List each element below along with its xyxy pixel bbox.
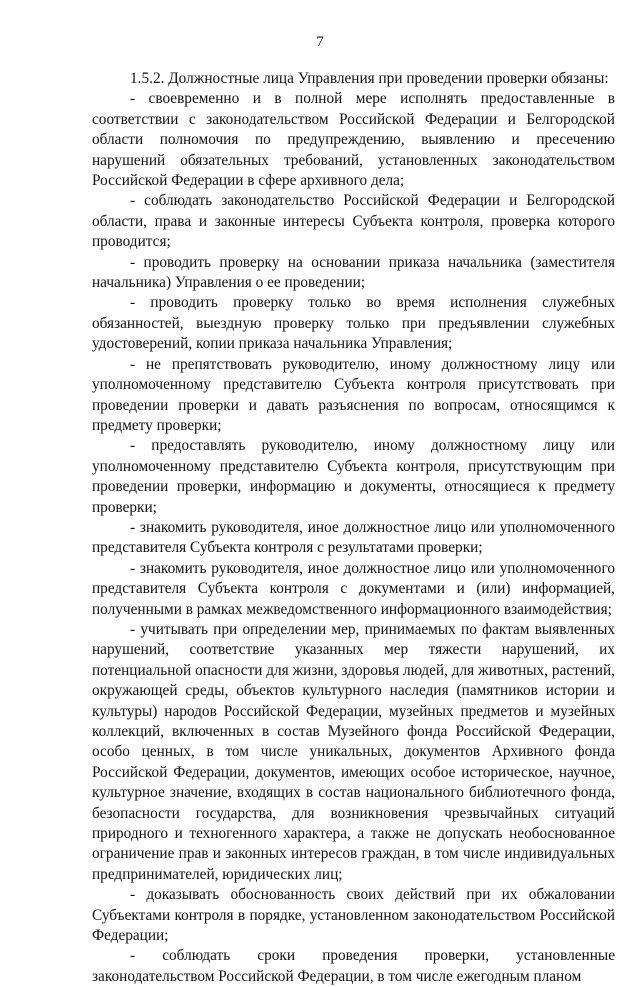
duty-item-inspection-during-duties: - проводить проверку только во время исполнения служебных обязанностей, выездную проверку только при предъявлении служебных удостоверений, копии приказа начальника Управления; [92, 294, 615, 353]
duty-item-justify-actions: - доказывать обоснованность своих действий при их обжаловании Субъектами контроля в порядке, установленном законодательством Российской Федерации; [92, 886, 615, 945]
duty-item-allow-presence: - не препятствовать руководителю, иному должностному лицу или уполномоченному представителю Субъекта контроля присутствовать при проведении проверки и давать разъяснения по вопросам, относящимся к предмету проверки; [92, 355, 615, 434]
duty-item-observe-legislation: - соблюдать законодательство Российской Федерации и Белгородской области, права и законные интересы Субъекта контроля, проверка которого проводится; [92, 192, 615, 251]
duty-item-provide-information: - предоставлять руководителю, иному должностному лицу или уполномоченному представителю Субъекта контроля, присутствующим при проведении проверки, информацию и документы, относящиеся к предмету проверки; [92, 437, 615, 516]
duty-item-observe-deadlines: - соблюдать сроки проведения проверки, установленные законодательством Российской Федерации, в том числе ежегодным планом [92, 947, 615, 985]
duty-item-share-results: - знакомить руководителя, иное должностное лицо или уполномоченного представителя Субъекта контроля с результатами проверки; [92, 518, 615, 557]
document-body [92, 69, 615, 987]
duty-item-share-interagency-documents: - знакомить руководителя, иное должностное лицо или уполномоченного представителя Субъекта контроля с документами и (или) информацией, полученными в рамках межведомственного информационного взаимодействия; [92, 559, 615, 618]
section-heading-1-5-2: 1.5.2. Должностные лица Управления при проведении проверки обязаны: [130, 70, 609, 87]
duty-item-exercise-powers: - своевременно и в полной мере исполнять предоставленные в соответствии с законодательством Российской Федерации и Белгородской области полномочия по предупреждению, выявлению и пресечению нарушений обязательных требований, установленных законодательством Российской Федерации в сфере архивного дела; [92, 90, 615, 190]
page-number: 7 [316, 34, 324, 50]
duty-item-proportionate-measures: - учитывать при определении мер, принимаемых по фактам выявленных нарушений, соответствие указанных мер тяжести нарушений, их потенциальной опасности для жизни, здоровья людей, для животных, растений, окружающей среды, объектов культурного наследия (памятников истории и культуры) народов Российской Федерации, музейных предметов и музейных коллекций, включенных в состав Музейного фонда Российской Федерации, особо ценных, в том числе уникальных, документов Архивного фонда Российской Федерации, документов, имеющих особое историческое, научное, культурное значение, входящих в состав национального библиотечного фонда, безопасности государства, для возникновения чрезвычайных ситуаций природного и техногенного характера, а также не допускать необоснованное ограничение прав и законных интересов граждан, в том числе индивидуальных предпринимателей, юридических лиц; [92, 620, 615, 883]
duty-item-inspection-order-basis: - проводить проверку на основании приказа начальника (заместителя начальника) Управления о ее проведении; [92, 253, 615, 292]
